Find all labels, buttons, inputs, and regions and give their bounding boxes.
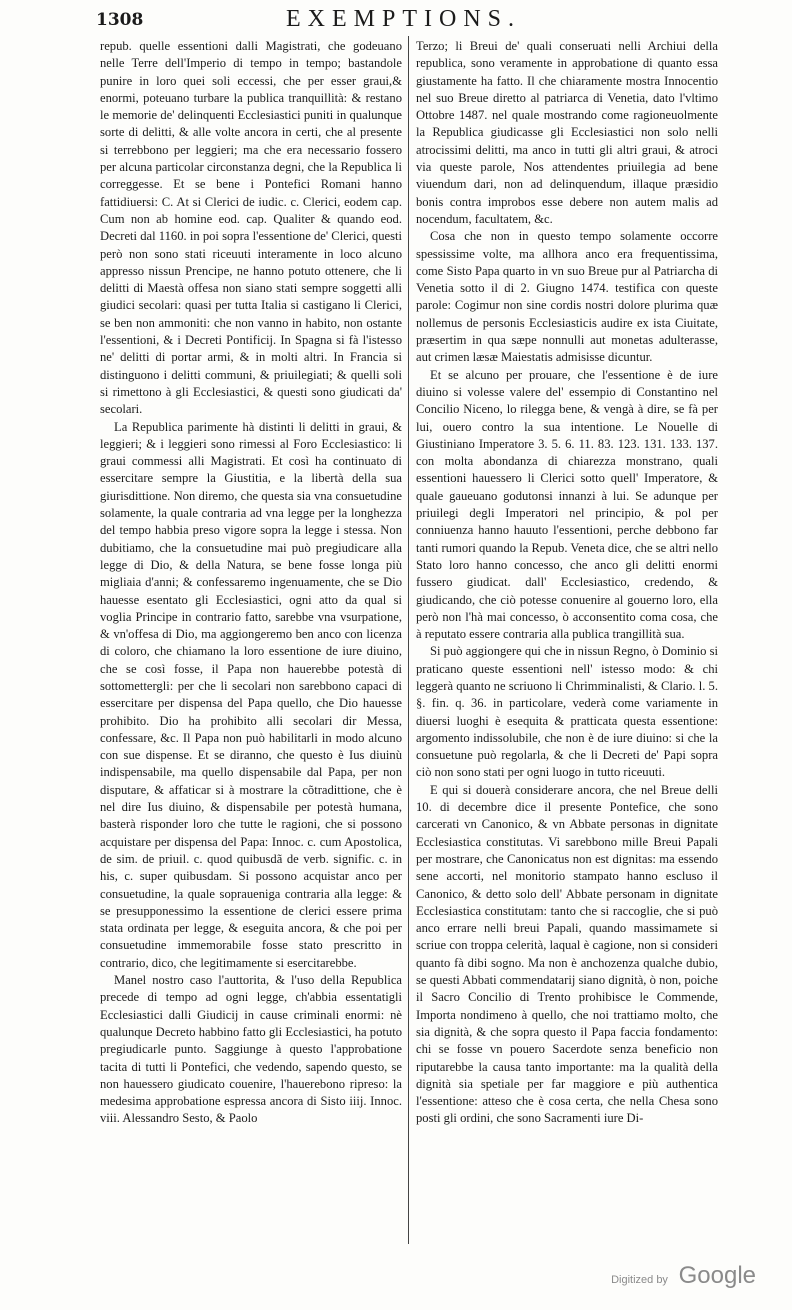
digitized-by-text: Digitized by <box>611 1274 668 1286</box>
paragraph: Manel nostro caso l'auttorita, & l'uso della Republica precede di tempo ad ogni legge, ch'abbia essentatigli Ecclesiastici dalli Giudicij in cause criminali enormi: nè qualunque Decreto habbino fatto gli Ecclesiastici, ha potuto pregiudicarle punto. Saggiunge à questo l'approbatione tacita di tutti li Pontefici, che vedendo, sapendo questo, se non hauessero giudicato couenire, l'hauerebono ripreso: la medesima approbatione espressa ancora di Sisto iiij. Innoc. viii. Alessandro Sesto, & Paolo <box>100 973 402 1126</box>
paragraph: Si può aggiongere qui che in nissun Regno, ò Dominio si praticano queste essentioni nell' istesso modo: & chi leggerà quanto ne scriuono li Chrimminalisti, & Clario. l. 5. §. fin. q. 36. in particolare, vederà come variamente in diuersi luoghi è esequita & pratticata questa essentione: argomento indissolubile, che non è de iure diuino: si che la consuetune può regolarla, & che li Decreti de' Papi sopra ciò non sono stati per ogni luogo in tutto riceuuti. <box>416 644 718 780</box>
paragraph: E qui si douerà considerare ancora, che nel Breue delli 10. di decembre dice il presente Pontefice, che sono carcerati vn Canonico, & vn Abbate personas in dignitate Ecclesiastica constitutas. Vi sarebbono mille Breui Papali per mostrare, che Canonicatus non est dignitas: ma essendo sene accorti, nel monitorio stampato hanno escluso il Canonico, & detto solo dell' Abbate personam in dignitate Ecclesiastica constitutam: tanto che si raccoglie, che si può anco errare nelli breui Papali, quando massimamete si scriue con troppa celerità, laqual è cagione, non si consideri quanto fà dibi sogno. Ma non è anchozenza qualche dubio, se questi Abbati commendatarij siano dignità, ò non, poiche il Sacro Concilio di Trento prohibisce le Commende, Importa nondimeno à quello, che noi trattiamo molto, che sia dignità, & che sopra questo il Papa faccia fondamento: chi se fosse vn pouero Sacerdote senza beneficio non riputarebbe la causa tanto importante: ma la qualità della dignità sia spetiale per far maggiore e più authentica l'essentione: atteso che è cosa certa, che nella Chesa sono posti gli ordini, che sono Sacramenti iure Di- <box>416 782 718 1126</box>
left-column <box>100 38 402 1128</box>
paragraph: repub. quelle essentioni dalli Magistrati, che godeuano nelle Terre dell'Imperio di tempo in tempo; bastandole punire in loro quei soli eccessi, che per esser graui,& enormi, poteuano turbare la publica tranquillità: & restano le memorie de' delinquenti Ecclesiastici puniti in qualunque sorte di delitti, & alle volte ancora in certi, che al presente si terrebbono per leggieri; ma che era necessario fossero per alcuna particolar circonstanza degni, che la Republica li correggesse. Et se bene i Pontefici Romani hanno fattidiuersi: C. At si Clerici de iudic. c. Clerici, eodem cap. Cum non ab homine eod. cap. Qualiter & quando eod. Decreti dal 1160. in poi sopra l'essentione de' Clerici, questi però non sono stati riceuuti interamente in loco alcuno appresso nissun Prencipe, ne hanno potuto ottenere, che li delitti di Maestà offesa non siano stati sempre soggetti alli giudici secolari: quasi per tutta Italia si castigano li Clerici, se ben non ammoniti: che non vanno in habito, non ostante l'essentioni, & i Decreti Pontificij. In Spagna si fà l'istesso ne' delitti di portar armi, & in molti altri. In Francia si distinguono i delitti communi, & priuilegiati; & quelli soli si rimettono à gli Ecclesiastici, & questi sono giudicati da' secolari. <box>100 39 402 417</box>
paragraph: La Republica parimente hà distinti li delitti in graui, & leggieri; & i leggieri sono rimessi al Foro Ecclesiastico: li graui commessi alli Magistrati. Et così ha continuato di essercitare sempre la Giustitia, e la libertà della sua giurisdittione. Non diremo, che questa sia vna consuetudine solamente, la quale contraria ad vna legge per la longhezza del tempo habbia preso vigore sopra la legge i stessa. Non dubitiamo, che la consuetudine mai può pregiudicare alla legge di Dio, & della Natura, se bene fosse longa più migliaia d'anni; & confessaremo ingenuamente, che se Dio hauesse esentato gli Ecclesiastici, ogni atto da qual si voglia Principe in contrario fatto, sarebbe vna vsurpatione, & vn'offesa di Dio, ma aggiongeremo ben anco con licenza di coloro, che chiamano la loro essentione de iure diuino, che se così fosse, il Papa non hauerebbe potestà di sottomettergli: per che li secolari non sarebbono capaci di essercitare per dispensa del Papa quello, che Dio hauesse prohibito. Dio ha prohibito alli secolari dir Messa, confessare, &c. Il Papa non può habilitarli in modo alcuno con sue dispense. Et se diranno, che questo è Ius diuinù indispensabile, ma quello dispensabile dal Papa, per non disputare, & affaticar si à mostrare la cõtradittione, che è nel dire Ius diuino, & dispensabile per potestà humana, basterà risponder loro che tutte le ragioni, che si possono acquistare per dispensa del Papa: Innoc. c. cum Apostolica, de sim. de priuil. c. quod quibusdã de verb. signific. c. in his, c. super quibusdam. Si possono acquistar anco per consuetudine, la quale sopraueniga contraria alla legge: & se presupponessimo la essentione de clerici essere prima stata ordinata per legge, & eseguita ancora, & che poi per consuetudine immemorabile fosse stato prescritto in contrario, dico, che legitimamente si esercitarebbe. <box>100 419 402 970</box>
column-divider <box>408 36 409 1244</box>
right-column <box>416 38 718 1128</box>
paragraph: Cosa che non in questo tempo solamente occorre spessissime volte, ma allhora anco era frequentissima, come Sisto Papa quarto in vn suo Breue pur al Patriarcha di Venetia sotto il di 2. Giugno 1474. testifica con queste parole: Cogimur non sine cordis nostri dolore plurima quæ nollemus de personis Ecclesiasticis audire ex ista Ciuitate, præsertim in qua sæpe nonnulli aut monetas adulterasse, aut crimen læsæ Maiestatis admisisse dicuntur. <box>416 229 718 365</box>
google-logo: Google <box>678 1262 756 1289</box>
paragraph: Terzo; li Breui de' quali conseruati nelli Archiui della republica, sono veramente in approbatione di quanto essa giustamente ha fatto. Il che chiaramente mostra Innocentio nel suo Breue diretto al patriarca di Venetia, dato l'vltimo Ottobre 1487. nel quale mostrando come ragioneuolmente la Republica giudicasse gli Ecclesiastici non solo nelli atrocissimi delitti, ma anco in tutti gli altri graui, & atroci via queste parole, Nos attendentes priuilegia ad bene viuendum dari, non ad delinquendum, illaque præsidio bonis contra improbos esse debere non autem malis ad nocendum, facultatem, &c. <box>416 39 718 226</box>
page-header <box>96 6 710 36</box>
digitized-watermark <box>611 1262 756 1290</box>
running-title: EXEMPTIONS. <box>286 6 522 32</box>
page-number: 1308 <box>96 10 144 30</box>
paragraph: Et se alcuno per prouare, che l'essentione è de iure diuino si volesse valere del' essempio di Constantino nel Concilio Niceno, lo rilegga bene, & vengà à dire, se fà per lui, ouero contro la sua intentione. Le Nouelle di Giustiniano Imperatore 3. 5. 6. 11. 83. 123. 131. 133. 137. con molta abondanza di chiarezza monstrano, quali essentioni hauessero li Clerici sotto quell' Imperatore, & quale gaueuano godutonsi innanzi à lui. Se adunque per priuilegi degli Imperatori nel principio, & pol per conniuenza hanno hauuto l'essentioni, perche debbono far tanti rumori quando la Repub. Veneta dice, che se altri nello Stato loro hanno concesso, che anco gli delitti enormi fussero giudicat. dall' Ecclesiastico, credendo, & giudicando, che ciò potesse conuenire al gouerno loro, ella però non l'hà mai concesso, ò acconsentito coma cosa, che à reputato essere contraria alla publica trangillità sua. <box>416 367 718 642</box>
